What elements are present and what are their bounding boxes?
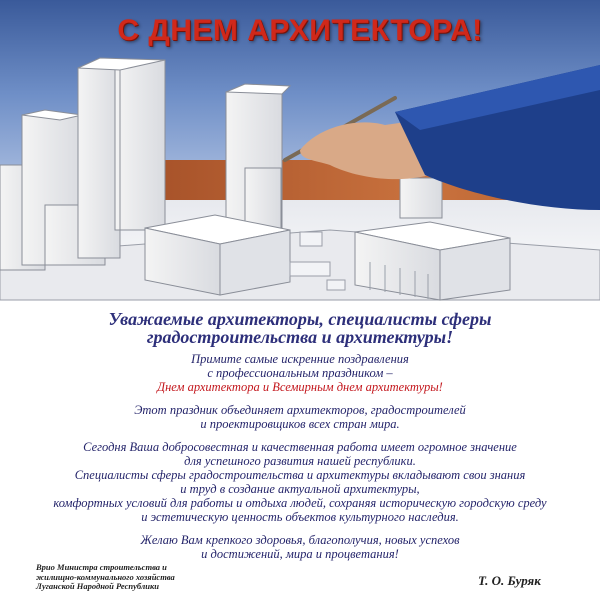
signer-position-line: жилищно-коммунального хозяйства [36, 571, 175, 582]
signer-position-line: Луганской Народной Республики [36, 581, 159, 591]
greeting-line: градостроительства и архитектуры! [146, 327, 454, 347]
work-paragraph [0, 440, 600, 524]
congrats-paragraph [0, 352, 600, 394]
wishes-paragraph [0, 533, 600, 561]
signer-position-line: Врио Министра строительства и [36, 562, 167, 572]
text-line: Этот праздник объединяет архитекторов, градостроителей [134, 403, 466, 417]
text-line: Примите самые искренние поздравления [191, 352, 409, 366]
headline-title: С ДНЕМ АРХИТЕКТОРА! [117, 14, 483, 47]
text-line: с профессиональным праздником – [207, 366, 393, 380]
text-line: комфортных условий для работы и отдыха людей, сохраняя историческую городскую среду [53, 496, 547, 510]
text-line: и достижений, мира и процветания! [201, 547, 399, 561]
building-right [355, 178, 510, 300]
text-line: Сегодня Ваша добросовестная и качественная работа имеет огромное значение [83, 440, 517, 454]
greeting-line: Уважаемые архитекторы, специалисты сферы [108, 309, 492, 329]
text-line: и проектировщиков всех стран мира. [200, 417, 400, 431]
unite-paragraph [0, 403, 600, 431]
text-line: и эстетическую ценность объектов культурного наследия. [141, 510, 459, 524]
building-low-center [145, 215, 290, 295]
text-line: Специалисты сферы градостроительства и архитектуры вкладывают свои знания [74, 468, 526, 482]
letter-body [0, 310, 600, 561]
holiday-line: Днем архитектора и Всемирным днем архитектуры! [157, 380, 443, 394]
text-line: для успешного развития нашей республики. [184, 454, 416, 468]
signer-name: Т. О. Буряк [478, 573, 541, 588]
text-line: и труд в создание актуальной архитектуры, [180, 482, 420, 496]
greeting [0, 310, 600, 346]
text-line: Желаю Вам крепкого здоровья, благополучия, новых успехов [140, 533, 460, 547]
signer-position [36, 563, 175, 592]
